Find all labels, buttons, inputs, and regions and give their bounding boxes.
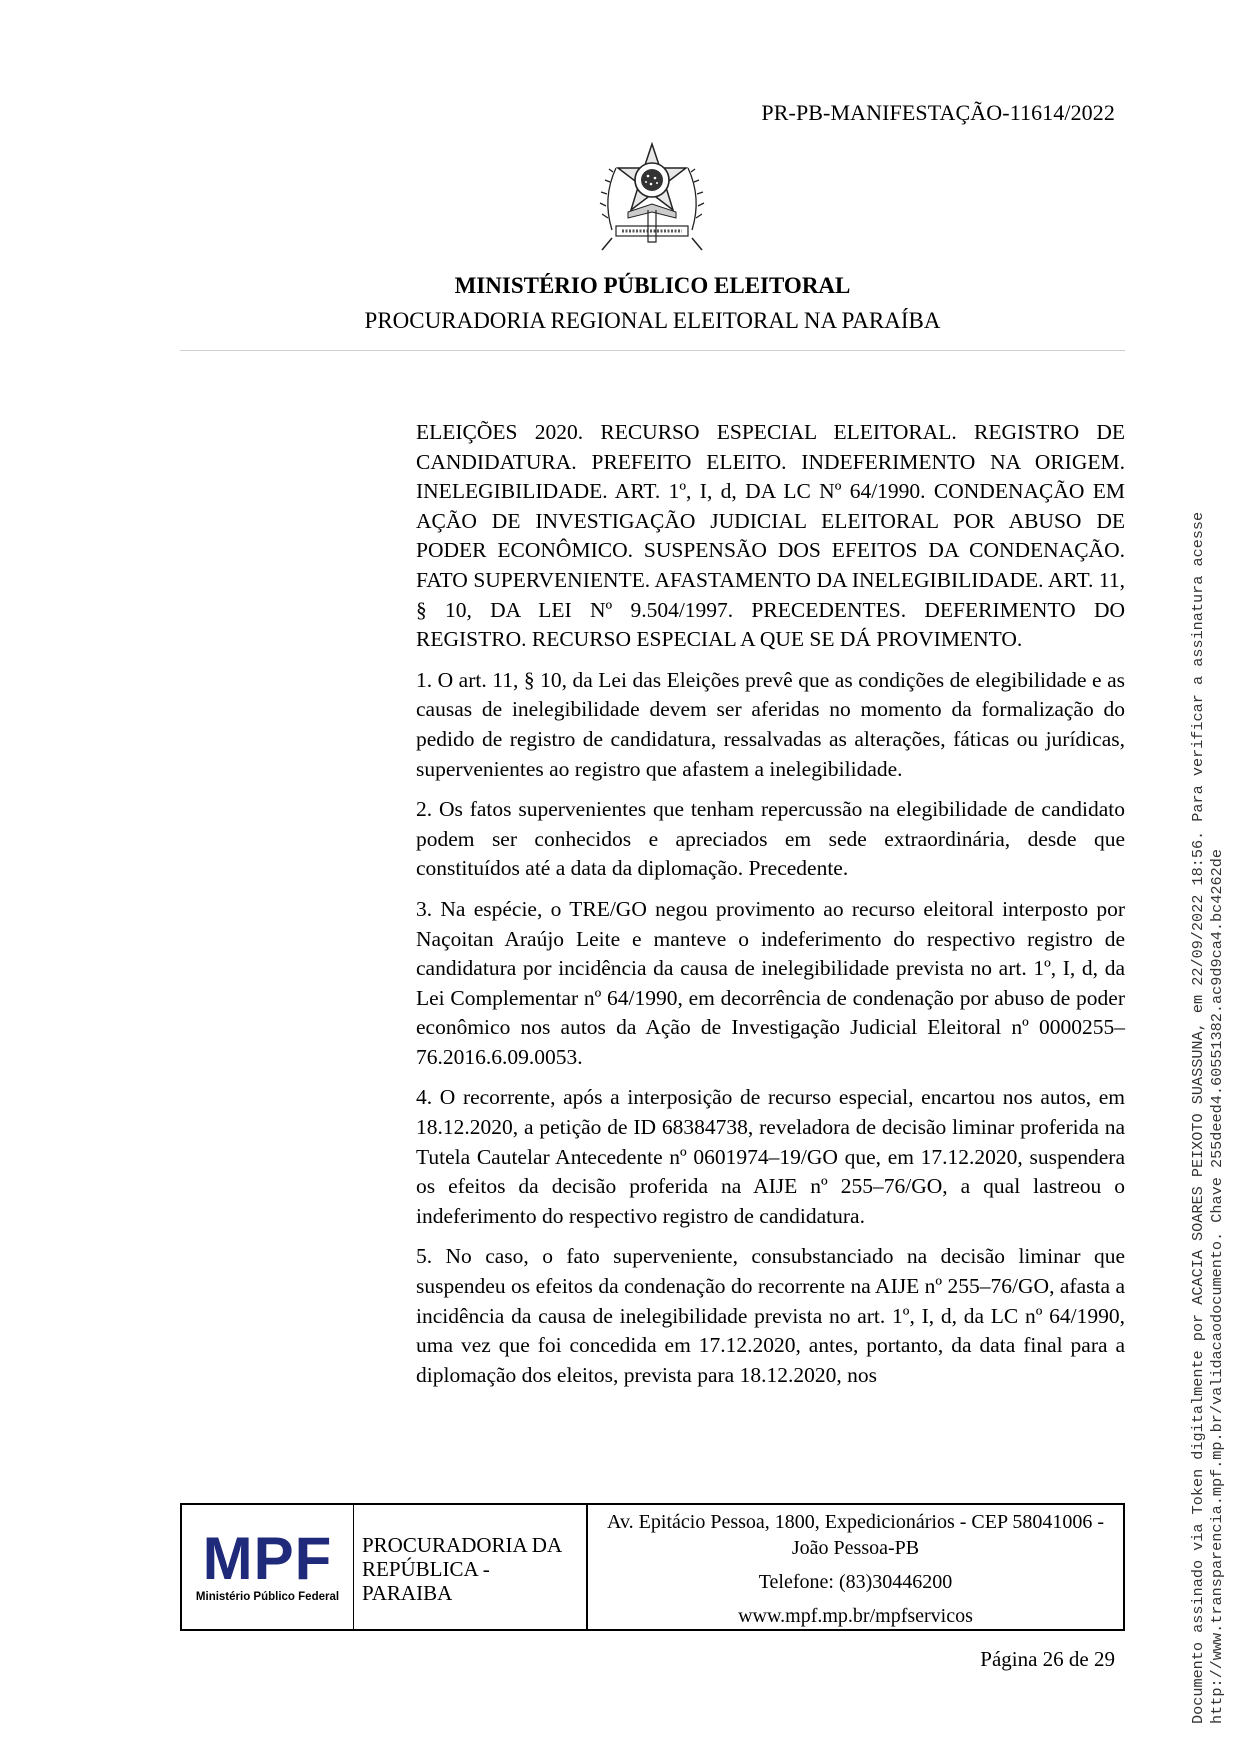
footer-phone: Telefone: (83)30446200 (758, 1571, 953, 1593)
signature-line-1: Documento assinado via Token digitalmente por ACACIA SOARES PEIXOTO SUASSUNA, em 22/09/2022 18:56. Para verificar a assinatura acesse (1189, 511, 1207, 1724)
paragraph: 1. O art. 11, § 10, da Lei das Eleições prevê que as condições de elegibilidade e as causas de inelegibilidade devem ser aferidas no momento da formalização do pedido de registro de candidatura, ressalvadas as alterações, fáticas ou jurídicas, supervenientes ao registro que afastem a inelegibilidade. (416, 667, 1125, 781)
document-id: PR-PB-MANIFESTAÇÃO-11614/2022 (761, 100, 1115, 125)
digital-signature-stamp (1189, 374, 1227, 1724)
paragraph: 2. Os fatos supervenientes que tenham repercussão na elegibilidade de candidato podem ser conhecidos e apreciados em sede extraordinária, desde que constituídos até a data da diplomação. Precedente. (416, 797, 1125, 881)
coat-of-arms-emblem (598, 138, 706, 256)
mpf-logo (182, 1505, 354, 1629)
footer-website: www.mpf.mp.br/mpfservicos (738, 1605, 973, 1627)
org-subtitle: PROCURADORIA REGIONAL ELEITORAL NA PARAÍBA (364, 308, 941, 333)
paragraph: 5. No caso, o fato superveniente, consubstanciado na decisão liminar que suspendeu os efeitos da condenação do recorrente na AIJE nº 255–76/GO, afasta a incidência da causa de inelegibilidade prevista no art. 1º, I, d, da LC nº 64/1990, uma vez que foi concedida em 17.12.2020, antes, portanto, da data final para a diplomação dos eleitos, prevista para 18.12.2020, nos (416, 1244, 1125, 1387)
footer-org-name: PROCURADORIA DA REPÚBLICA - PARAIBA (354, 1505, 588, 1629)
signature-line-2: http://www.transparencia.mpf.mp.br/validacaodocumento. Chave 255deed4.60551382.ac9d9ca4.bc4262de (1208, 849, 1226, 1724)
document-body (416, 418, 1125, 1401)
org-title: MINISTÉRIO PÚBLICO ELEITORAL (454, 273, 851, 298)
footer-table (180, 1503, 1125, 1631)
paragraph: 4. O recorrente, após a interposição de recurso especial, encartou nos autos, em 18.12.2020, a petição de ID 68384738, reveladora de decisão liminar proferida na Tutela Cautelar Antecedente nº 0601974–19/GO que, em 17.12.2020, suspendera os efeitos da decisão proferida na AIJE nº 255–76/GO, a qual lastreou o indeferimento do respectivo registro de candidatura. (416, 1085, 1125, 1228)
mpf-logo-subtitle: Ministério Público Federal (195, 1591, 340, 1603)
footer-address: Av. Epitácio Pessoa, 1800, Expedicionários - CEP 58041006 - João Pessoa-PB (607, 1511, 1104, 1559)
header-divider (180, 350, 1125, 351)
footer-contact (588, 1505, 1123, 1629)
ementa-text: ELEIÇÕES 2020. RECURSO ESPECIAL ELEITORAL. REGISTRO DE CANDIDATURA. PREFEITO ELEITO. INDEFERIMENTO NA ORIGEM. INELEGIBILIDADE. ART. 1º, I, d, DA LC Nº 64/1990. CONDENAÇÃO EM AÇÃO DE INVESTIGAÇÃO JUDICIAL ELEITORAL POR ABUSO DE PODER ECONÔMICO. SUSPENSÃO DOS EFEITOS DA CONDENAÇÃO. FATO SUPERVENIENTE. AFASTAMENTO DA INELEGIBILIDADE. ART. 11, § 10, DA LEI Nº 9.504/1997. PRECEDENTES. DEFERIMENTO DO REGISTRO. RECURSO ESPECIAL A QUE SE DÁ PROVIMENTO. (416, 420, 1125, 652)
paragraph: 3. Na espécie, o TRE/GO negou provimento ao recurso eleitoral interposto por Naçoitan Araújo Leite e manteve o indeferimento do respectivo registro de candidatura por incidência da causa de inelegibilidade prevista no art. 1º, I, d, da Lei Complementar nº 64/1990, em decorrência de condenação por abuso de poder econômico nos autos da Ação de Investigação Judicial Eleitoral nº 0000255–76.2016.6.09.0053. (416, 896, 1125, 1069)
page-number: Página 26 de 29 (980, 1647, 1115, 1671)
mpf-logo-letters: MPF (202, 1525, 333, 1592)
